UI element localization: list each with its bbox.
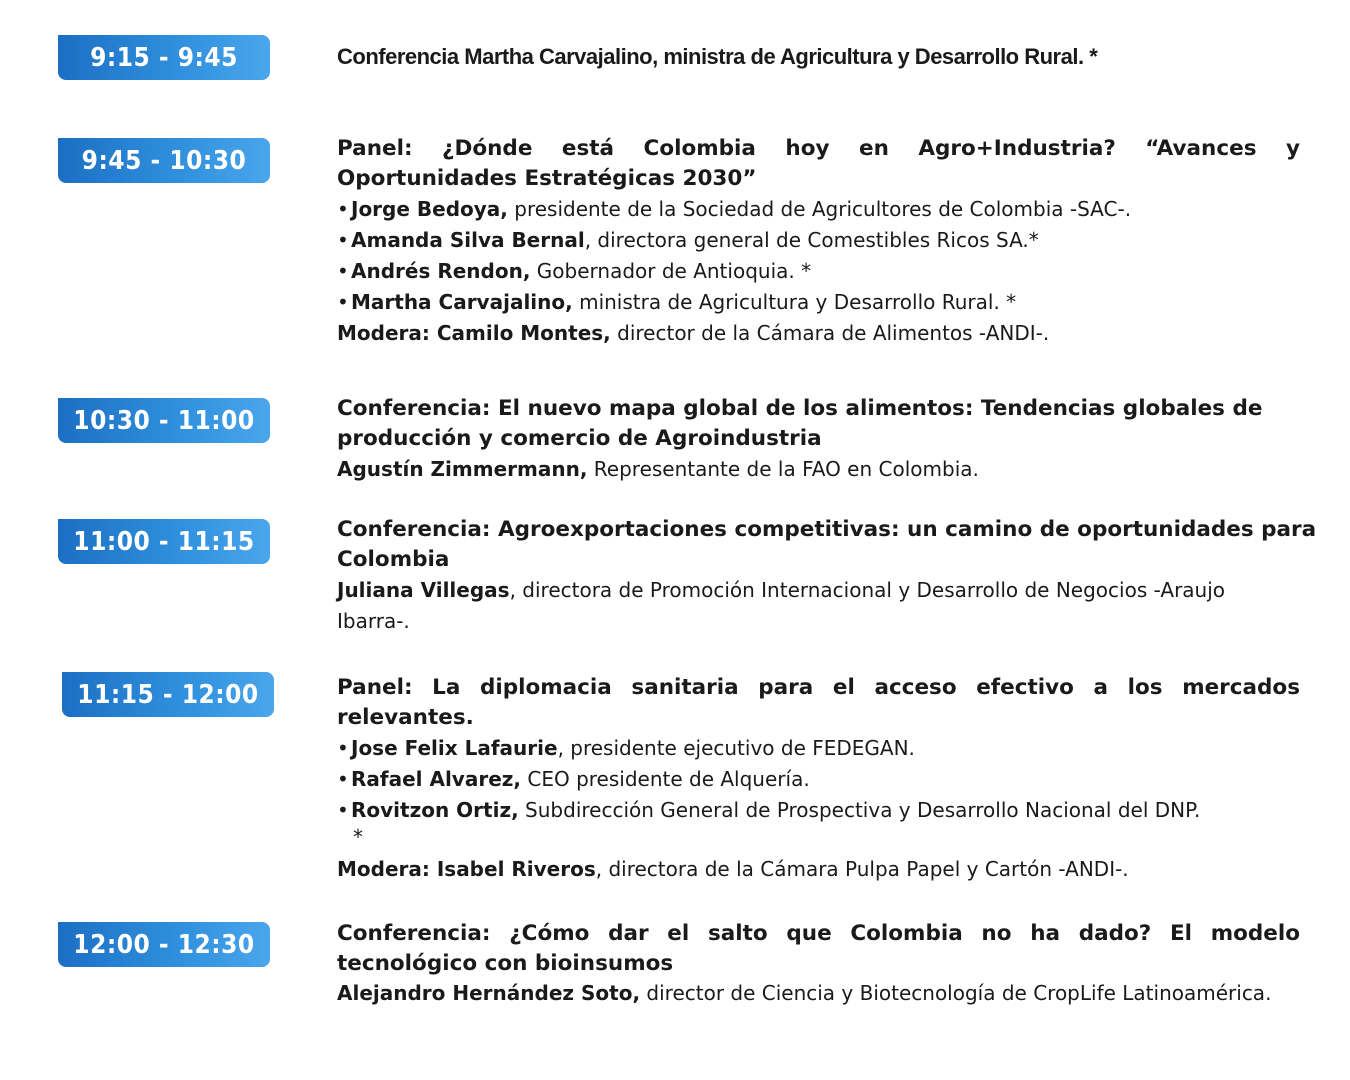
time-badge: 9:45 - 10:30 <box>58 138 270 183</box>
agenda-item <box>337 134 1337 349</box>
speaker-item <box>337 225 1337 256</box>
speaker-name: Alejandro Hernández Soto, <box>337 981 641 1005</box>
speaker-name: Martha Carvajalino, <box>351 290 573 314</box>
speaker-role: , directora general de Comestibles Ricos SA.* <box>584 228 1039 252</box>
session-title-part: Conferencia Martha Carvajalino, <box>337 44 658 69</box>
moderator-role: , directora de la Cámara Pulpa Papel y Cartón -ANDI-. <box>595 857 1129 881</box>
speaker-role: Subdirección General de Prospectiva y Desarrollo Nacional del DNP. <box>518 798 1201 822</box>
agenda-item <box>337 41 1337 73</box>
speaker-item <box>337 764 1337 795</box>
bullet: • <box>337 290 349 314</box>
speaker-name: Jose Felix Lafaurie <box>351 736 558 760</box>
moderator-name: Modera: Camilo Montes, <box>337 321 611 345</box>
speaker-role: Gobernador de Antioquia. * <box>530 259 812 283</box>
speaker-name: Jorge Bedoya, <box>351 197 508 221</box>
session-title: Conferencia: El nuevo mapa global de los alimentos: Tendencias globales de producción y comercio de Agroindustria <box>337 396 1263 451</box>
speaker-role: , presidente ejecutivo de FEDEGAN. <box>557 736 915 760</box>
speaker-name: Amanda Silva Bernal <box>351 228 585 252</box>
moderator-name: Modera: Isabel Riveros <box>337 857 596 881</box>
speaker <box>337 575 1297 637</box>
time-badge: 12:00 - 12:30 <box>58 922 270 967</box>
speaker-name: Rafael Alvarez, <box>351 767 522 791</box>
speaker-role: Representante de la FAO en Colombia. <box>587 457 979 481</box>
speaker-item <box>337 733 1337 764</box>
bullet: • <box>337 197 349 221</box>
time-badge: 9:15 - 9:45 <box>58 35 270 80</box>
speaker-role: presidente de la Sociedad de Agricultores de Colombia -SAC-. <box>507 197 1132 221</box>
session-title: Conferencia: Agroexportaciones competitivas: un camino de oportunidades para Colombia <box>337 517 1317 572</box>
speaker-role: director de Ciencia y Biotecnología de CropLife Latinoamérica. <box>640 981 1272 1005</box>
speaker-name: Rovitzon Ortiz, <box>351 798 519 822</box>
speaker-item <box>337 287 1337 318</box>
speaker-name: Juliana Villegas <box>337 578 510 602</box>
bullet: • <box>337 259 349 283</box>
agenda-item <box>337 919 1337 1008</box>
bullet: • <box>337 798 349 822</box>
bullet: • <box>337 228 349 252</box>
session-title <box>337 41 1337 73</box>
speaker <box>337 979 1300 1008</box>
speaker-name: Andrés Rendon, <box>351 259 531 283</box>
speaker-name: Agustín Zimmermann, <box>337 457 588 481</box>
session-title-part: ministra de Agricultura y Desarrollo Rural. * <box>657 44 1098 69</box>
agenda-item <box>337 515 1337 637</box>
time-badge: 10:30 - 11:00 <box>58 398 270 443</box>
bullet-continuation: * <box>353 825 363 849</box>
session-title: Panel: ¿Dónde está Colombia hoy en Agro+Industria? “Avances y Oportunidades Estratégicas 2030” <box>337 136 1300 191</box>
agenda-item <box>337 673 1337 885</box>
speaker-role: ministra de Agricultura y Desarrollo Rural. * <box>572 290 1017 314</box>
time-badge: 11:00 - 11:15 <box>58 519 270 564</box>
speaker-role: , directora de Promoción Internacional y Desarrollo de Negocios -Araujo Ibarra-. <box>337 578 1226 633</box>
speaker-item <box>337 795 1337 848</box>
speaker-role: CEO presidente de Alquería. <box>521 767 810 791</box>
speaker <box>337 454 1337 485</box>
time-badge: 11:15 - 12:00 <box>62 672 274 717</box>
bullet: • <box>337 736 349 760</box>
session-title: Conferencia: ¿Cómo dar el salto que Colombia no ha dado? El modelo tecnológico con bioinsumos <box>337 921 1300 976</box>
moderator-role: director de la Cámara de Alimentos -ANDI-. <box>610 321 1050 345</box>
bullet: • <box>337 767 349 791</box>
moderator <box>337 854 1337 885</box>
speaker-item <box>337 256 1337 287</box>
speaker-item <box>337 194 1337 225</box>
session-title: Panel: La diplomacia sanitaria para el acceso efectivo a los mercados relevantes. <box>337 675 1300 730</box>
moderator <box>337 318 1337 349</box>
agenda-item <box>337 394 1337 485</box>
